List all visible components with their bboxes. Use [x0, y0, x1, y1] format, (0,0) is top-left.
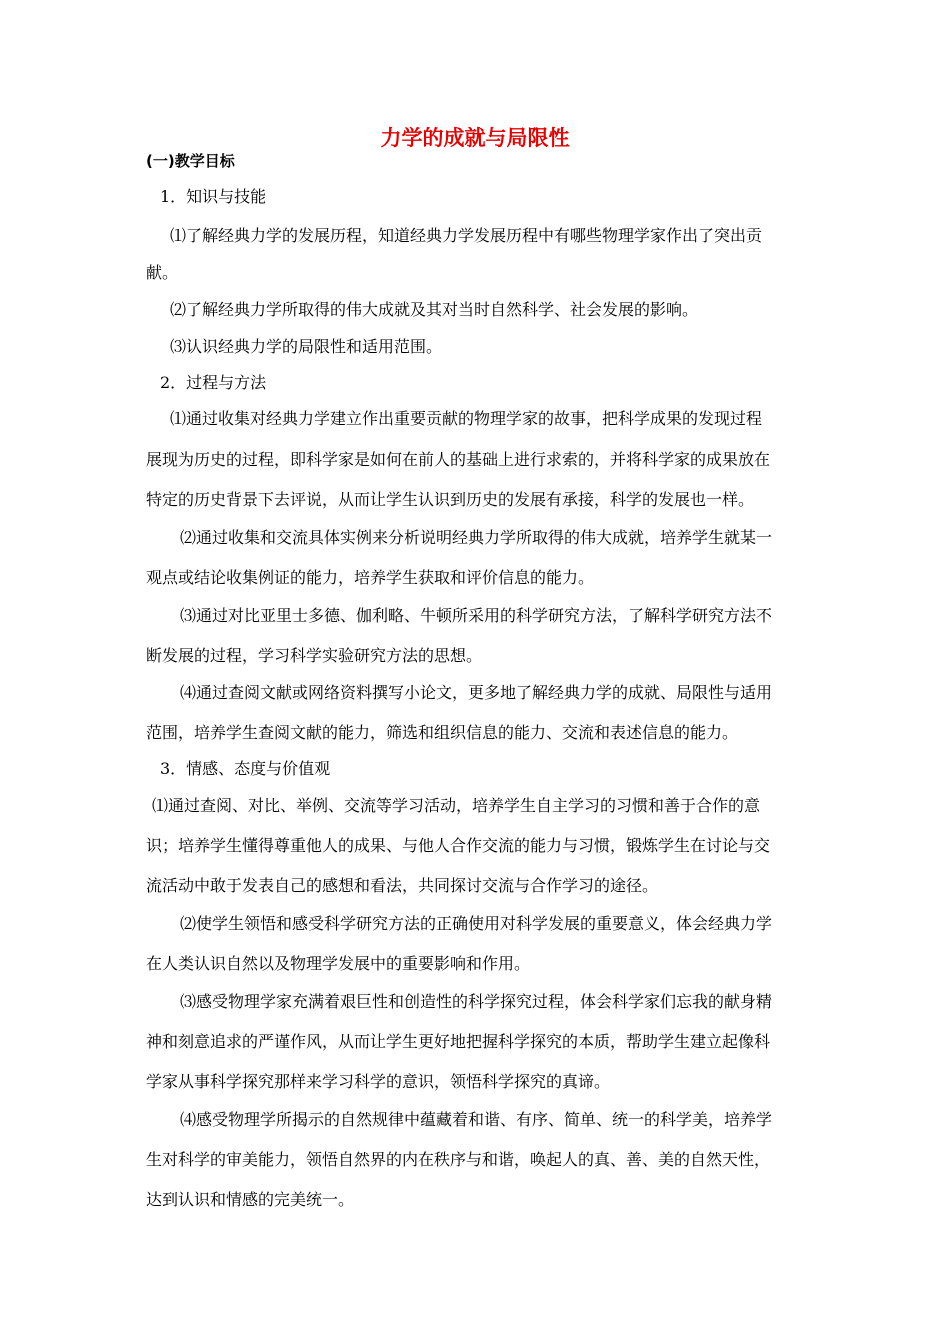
paragraph-line: 神和刻意追求的严谨作风，从而让学生更好地把握科学探究的本质，帮助学生建立起像科	[146, 1032, 771, 1051]
paragraph-line: ⑵使学生领悟和感受科学研究方法的正确使用对科学发展的重要意义，体会经典力学	[180, 914, 773, 933]
paragraph-line: 献。	[146, 263, 179, 282]
paragraph-line: ⑵通过收集和交流具体实例来分析说明经典力学所取得的伟大成就，培养学生就某一	[180, 528, 773, 547]
paragraph-line: 范围，培养学生查阅文献的能力，筛选和组织信息的能力、交流和表述信息的能力。	[146, 723, 739, 742]
subheading-emotion: 3．情感、态度与价值观	[160, 759, 331, 778]
paragraph-line: ⑴通过查阅、对比、举例、交流等学习活动，培养学生自主学习的习惯和善于合作的意	[152, 796, 761, 815]
paragraph-line: ⑷感受物理学所揭示的自然规律中蕴藏着和谐、有序、简单、统一的科学美，培养学	[180, 1110, 773, 1129]
paragraph-line: 特定的历史背景下去评说，从而让学生认识到历史的发展有承接，科学的发展也一样。	[146, 490, 755, 509]
paragraph-line: 生对科学的审美能力，领悟自然界的内在秩序与和谐，唤起人的真、善、美的自然天性，	[146, 1150, 771, 1169]
subheading-process: 2．过程与方法	[160, 373, 267, 392]
paragraph-line: 识；培养学生懂得尊重他人的成果、与他人合作交流的能力与习惯，锻炼学生在讨论与交	[146, 836, 771, 855]
paragraph-line: 展现为历史的过程，即科学家是如何在前人的基础上进行求索的，并将科学家的成果放在	[146, 450, 771, 469]
paragraph-line: ⑵了解经典力学所取得的伟大成就及其对当时自然科学、社会发展的影响。	[170, 300, 699, 319]
document-title: 力学的成就与局限性	[380, 126, 570, 150]
paragraph-line: 学家从事科学探究那样来学习科学的意识，领悟科学探究的真谛。	[146, 1072, 611, 1091]
paragraph-line: 断发展的过程，学习科学实验研究方法的思想。	[146, 646, 483, 665]
paragraph-line: ⑴了解经典力学的发展历程，知道经典力学发展历程中有哪些物理学家作出了突出贡	[170, 226, 763, 245]
paragraph-line: ⑶感受物理学家充满着艰巨性和创造性的科学探究过程，体会科学家们忘我的献身精	[180, 992, 773, 1011]
section-heading: (一)教学目标	[146, 152, 235, 170]
paragraph-line: 观点或结论收集例证的能力，培养学生获取和评价信息的能力。	[146, 568, 595, 587]
subheading-knowledge: 1．知识与技能	[160, 187, 267, 206]
paragraph-line: 达到认识和情感的完美统一。	[146, 1190, 355, 1209]
paragraph-line: ⑶认识经典力学的局限性和适用范围。	[170, 337, 443, 356]
paragraph-line: ⑴通过收集对经典力学建立作出重要贡献的物理学家的故事，把科学成果的发现过程	[170, 409, 763, 428]
paragraph-line: 流活动中敢于发表自己的感想和看法，共同探讨交流与合作学习的途径。	[146, 876, 659, 895]
paragraph-line: ⑶通过对比亚里士多德、伽利略、牛顿所采用的科学研究方法，了解科学研究方法不	[180, 606, 773, 625]
paragraph-line: 在人类认识自然以及物理学发展中的重要影响和作用。	[146, 954, 531, 973]
paragraph-line: ⑷通过查阅文献或网络资料撰写小论文，更多地了解经典力学的成就、局限性与适用	[180, 683, 773, 702]
